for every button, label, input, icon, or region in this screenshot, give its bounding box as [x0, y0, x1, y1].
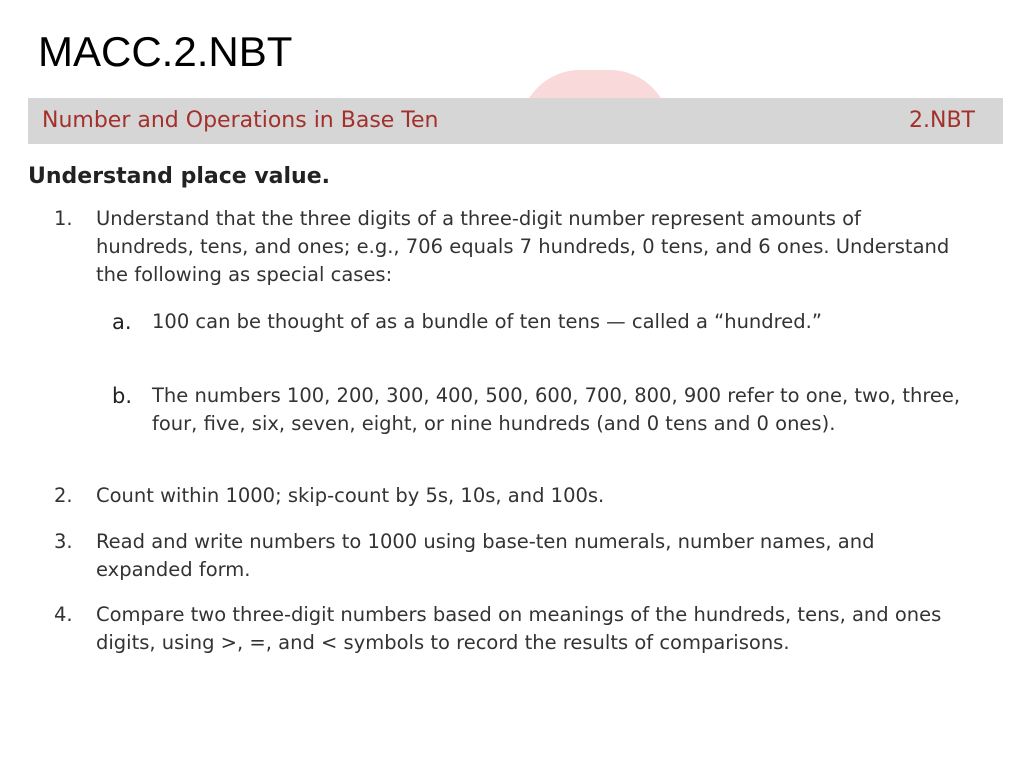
standard-text: Count within 1000; skip-count by 5s, 10s, and 100s. — [96, 484, 605, 507]
standard-text: Compare two three-digit numbers based on meanings of the hundreds, tens, and ones digits, using >, =, and < symbols to record the results of comparisons. — [96, 603, 942, 654]
substandard-text: 100 can be thought of as a bundle of ten tens — called a “hundred.” — [152, 310, 822, 333]
domain-code: 2.NBT — [909, 108, 975, 133]
cluster-heading: Understand place value. — [28, 164, 330, 189]
standard-text: Read and write numbers to 1000 using base-ten numerals, number names, and expanded form. — [96, 530, 875, 581]
domain-title: Number and Operations in Base Ten — [42, 108, 439, 133]
substandard-letter: b. — [112, 384, 133, 408]
standard-number: 4. — [54, 603, 73, 626]
substandard-letter: a. — [112, 310, 132, 334]
domain-header-bar — [28, 98, 1003, 144]
standard-number: 2. — [54, 484, 73, 507]
standard-text: Understand that the three digits of a three-digit number represent amounts of hundreds, tens, and ones; e.g., 706 equals 7 hundreds, 0 tens, and 6 ones. Understand the following as special cases: — [96, 207, 950, 286]
substandard-text: The numbers 100, 200, 300, 400, 500, 600, 700, 800, 900 refer to one, two, three, four, five, six, seven, eight, or nine hundreds (and 0 tens and 0 ones). — [152, 384, 961, 435]
standard-number: 3. — [54, 530, 73, 553]
slide-title: MACC.2.NBT — [38, 28, 293, 75]
standard-number: 1. — [54, 207, 73, 230]
